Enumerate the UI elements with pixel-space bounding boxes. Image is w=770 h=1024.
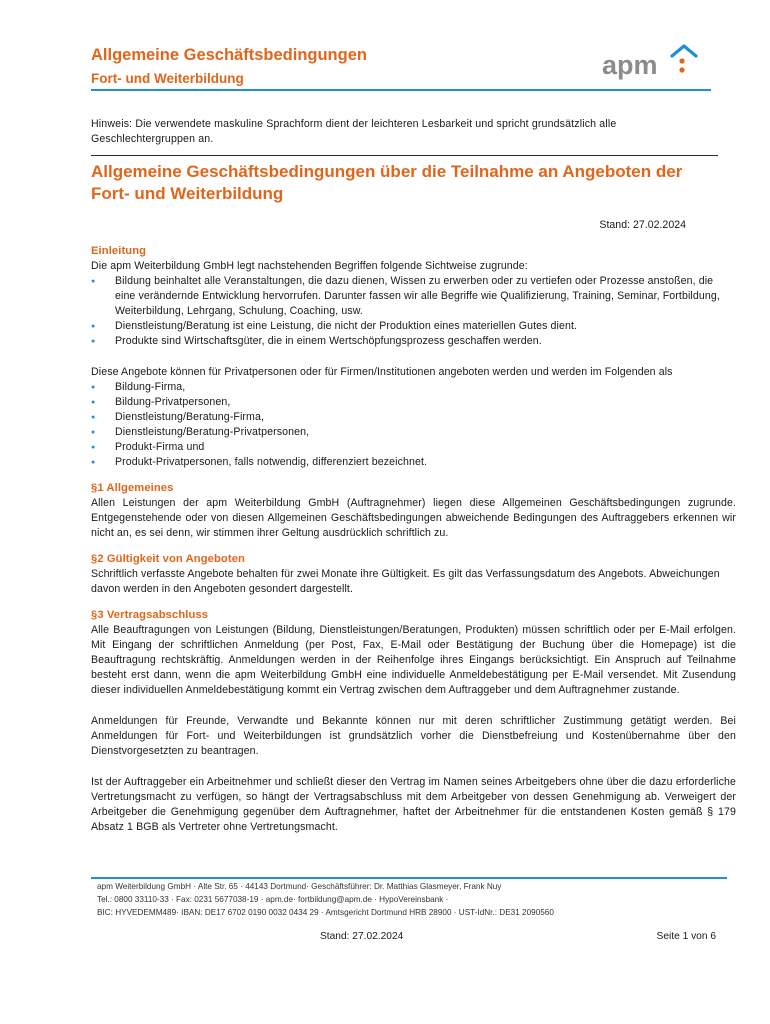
- einleitung-intro: Die apm Weiterbildung GmbH legt nachstehenden Begriffen folgende Sichtweise zugrunde:: [91, 260, 528, 272]
- section-text-vertragsabschluss-2: Anmeldungen für Freunde, Verwandte und Bekannte können nur mit deren schriftlicher Zustimmung getätigt werden. Bei Anmeldungen für Fort- und Weiterbildungen ist grundsätzlich vorher die Dienstbefreiung und Kostenübernahme über den Dienstvorgesetzten zu beantragen.: [91, 715, 736, 757]
- list-item: ● Dienstleistung/Beratung-Firma,: [91, 410, 736, 425]
- list-item: ● Produkt-Firma und: [91, 440, 736, 455]
- header-divider: [91, 89, 711, 91]
- footer-line: BIC: HYVEDEMM489· IBAN: DE17 6702 0190 0032 0434 29 · Amtsgericht Dortmund HRB 28900 · UST-IdNr.: DE31 2090560: [97, 908, 554, 917]
- list-item: ● Bildung beinhaltet alle Veranstaltungen, die dazu dienen, Wissen zu erwerben oder zu vertiefen oder Prozesse anstoßen, die eine verändernde Entwicklung hervorrufen. Darunter fassen wir alle Begriffe wie Qualifizierung, Training, Seminar, Fortbildung, Weiterbildung, Lehrgang, Schulung, Coaching, usw.: [91, 274, 736, 319]
- list-item: ● Bildung-Firma,: [91, 380, 736, 395]
- apm-logo: [602, 42, 700, 82]
- list-item: ● Produkt-Privatpersonen, falls notwendig, differenziert bezeichnet.: [91, 455, 736, 470]
- footer-stand-date: Stand: 27.02.2024: [320, 931, 404, 942]
- list-item: ● Dienstleistung/Beratung-Privatpersonen,: [91, 425, 736, 440]
- logo-dot-icon: [679, 67, 684, 72]
- section-heading-gueltigkeit: §2 Gültigkeit von Angeboten: [91, 553, 245, 565]
- section-text-vertragsabschluss-3: Ist der Auftraggeber ein Arbeitnehmer und schließt dieser den Vertrag im Namen seines Arbeitgebers ohne über die dazu erforderliche Vertretungsmacht zu verfügen, so hängt der Vertragsabschluss mit dem Arbeitgeber von dessen Genehmigung ab. Verweigert der Arbeitgeber die Genehmigung gegenüber dem Auftragnehmer, haftet der Arbeitnehmer für die entstandenen Kosten gemäß § 179 Absatz 1 BGB als Vertreter ohne Vertretungsmacht.: [91, 776, 736, 833]
- logo-roof-icon: [672, 46, 696, 56]
- page-title: Allgemeine Geschäftsbedingungen über die Teilnahme an Angeboten der Fort- und Weiterbildung: [91, 162, 683, 203]
- header-title: Allgemeine Geschäftsbedingungen: [91, 46, 367, 64]
- footer-line: apm Weiterbildung GmbH · Alte Str. 65 · 44143 Dortmund· Geschäftsführer: Dr. Matthias Glasmeyer, Frank Nuy: [97, 882, 502, 891]
- section-heading-allgemeines: §1 Allgemeines: [91, 482, 174, 494]
- stand-date: Stand: 27.02.2024: [599, 219, 686, 231]
- definition-list: [91, 274, 736, 349]
- header-subtitle: Fort- und Weiterbildung: [91, 71, 244, 86]
- list-item: ● Produkte sind Wirtschaftsgüter, die in einem Wertschöpfungsprozess geschaffen werden.: [91, 334, 736, 349]
- logo-dot-icon: [679, 58, 684, 63]
- list-item: ● Dienstleistung/Beratung ist eine Leistung, die nicht der Produktion eines materiellen Gutes dient.: [91, 319, 736, 334]
- footer-divider: [91, 877, 727, 879]
- page-number: Seite 1 von 6: [656, 931, 716, 942]
- note-divider: [91, 155, 718, 156]
- footer-line: Tel.: 0800 33110-33 · Fax: 0231 5677038-19 · apm.de· fortbildung@apm.de · HypoVereinsbank ·: [97, 895, 449, 904]
- footer-company-info: [97, 880, 554, 919]
- language-note: Hinweis: Die verwendete maskuline Sprachform dient der leichteren Lesbarkeit und spricht grundsätzlich alle Geschlechtergruppen an.: [91, 118, 617, 145]
- section-heading-einleitung: Einleitung: [91, 245, 147, 257]
- section-text-gueltigkeit: Schriftlich verfasste Angebote behalten für zwei Monate ihre Gültigkeit. Es gilt das Verfassungsdatum des Angebots. Abweichungen davon werden in den Angeboten gesondert dargestellt.: [91, 568, 720, 595]
- section-text-vertragsabschluss-1: Alle Beauftragungen von Leistungen (Bildung, Dienstleistungen/Beratungen, Produkten) müssen schriftlich oder per E-Mail erfolgen. Mit Eingang der schriftlichen Anmeldung (per Post, Fax, E-Mail oder Bestätigung der Buchung über die Homepage) ist die Beauftragung rechtskräftig. Anmeldungen werden in der Reihenfolge ihres Eingangs berücksichtigt. Ein Anspruch auf Teilnahme besteht erst dann, wenn die apm Weiterbildung GmbH eine individuelle Anmeldebestätigung per E-Mail versendet. Mit Zusendung dieser individuellen Anmeldebestätigung kommt ein Vertrag zwischen dem Auftraggeber und dem Auftragnehmer zustande.: [91, 624, 736, 696]
- logo-text: apm: [602, 50, 658, 80]
- offer-list: [91, 380, 736, 470]
- offer-intro: Diese Angebote können für Privatpersonen oder für Firmen/Institutionen angeboten werden und werden im Folgenden als: [91, 366, 673, 378]
- section-heading-vertragsabschluss: §3 Vertragsabschluss: [91, 609, 209, 621]
- section-text-allgemeines: Allen Leistungen der apm Weiterbildung GmbH (Auftragnehmer) liegen diese Allgemeinen Geschäftsbedingungen zugrunde. Entgegenstehende oder von diesen Allgemeinen Geschäftsbedingungen abweichende Bedingungen des Auftraggebers erkennen wir nicht an, es sei denn, wir stimmen ihrer Geltung ausdrücklich schriftlich zu.: [91, 497, 736, 539]
- list-item: ● Bildung-Privatpersonen,: [91, 395, 736, 410]
- document-body: [91, 244, 736, 835]
